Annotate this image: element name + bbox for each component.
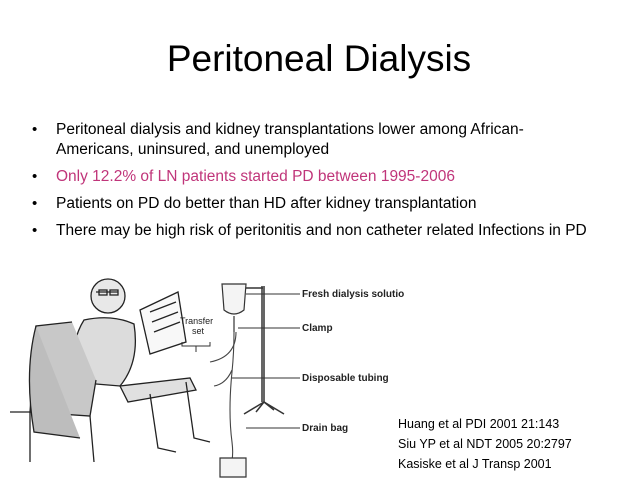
references <box>398 414 572 474</box>
bullet-item <box>32 120 592 160</box>
bullet-text: There may be high risk of peritonitis and non catheter related Infections in PD <box>56 222 587 239</box>
drain-bag <box>220 458 246 477</box>
drain-bag-label: Drain bag <box>302 423 349 434</box>
reference-item: Kasiske et al J Transp 2001 <box>398 457 552 471</box>
bullet-symbol: • <box>32 168 38 185</box>
transfer-label-line2: set <box>192 326 205 336</box>
bullet-text: Patients on PD do better than HD after kidney transplantation <box>56 195 477 212</box>
fresh-dialysis-label: Fresh dialysis solutio <box>302 289 405 300</box>
seated-patient <box>10 279 210 462</box>
reference-item: Huang et al PDI 2001 21:143 <box>398 417 560 431</box>
tubing <box>210 332 236 467</box>
clamp-label: Clamp <box>302 323 333 334</box>
bullet-list <box>32 120 592 244</box>
bullet-symbol: • <box>32 195 38 212</box>
bullet-item <box>32 194 592 214</box>
bullet-text-highlight: Only 12.2% of LN patients started PD between 1995-2006 <box>56 168 455 185</box>
disposable-tubing-label: Disposable tubing <box>302 373 389 384</box>
transfer-label-line1: Transfer <box>180 316 214 326</box>
fresh-dialysis-bag <box>222 284 246 332</box>
bullet-item <box>32 221 592 241</box>
bullet-item <box>32 167 592 187</box>
bullet-text: Peritoneal dialysis and kidney transplantations lower among African-Americans, uninsured, and unemployed <box>56 121 524 158</box>
reference-item: Siu YP et al NDT 2005 20:2797 <box>398 437 572 451</box>
bullet-symbol: • <box>32 121 38 138</box>
slide-title: Peritoneal Dialysis <box>166 38 472 79</box>
bullet-symbol: • <box>32 222 38 239</box>
